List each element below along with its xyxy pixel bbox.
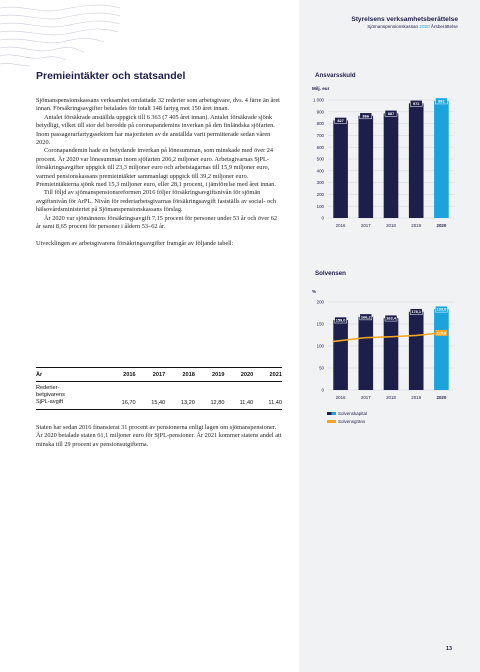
chart-title-solvency: Solvensen bbox=[315, 270, 346, 277]
table-header-cell: 2019 bbox=[195, 368, 225, 382]
y-tick-label: 800 bbox=[316, 121, 324, 127]
y-tick-label: 200 bbox=[316, 299, 324, 305]
x-tick-label: 2017 bbox=[360, 395, 371, 400]
data-label: 972 bbox=[412, 100, 420, 106]
closing-paragraph: Staten har sedan 2016 finansierat 31 procent av pensionerna enligt lagen om sjömanspensioner. År 2020 betalade staten 61,1 miljoner euro för SjPL-pensioner. År 2021 kommer statens andel att minska till 29 procent av pensionsutgifterna. bbox=[36, 424, 282, 448]
x-tick-label: 2016 bbox=[335, 395, 346, 400]
x-tick-label: 2018 bbox=[386, 395, 396, 400]
paragraph: Coronapandemin hade en betydande inverkan på lönesumman, som minskade med över 24 procent. År 2020 var lönesumman inom sjöfarten 206,2 miljoner euro. Arbetsgivarnas SjPL-försäkringsavgifter uppgick till 23,3 miljoner euro och arbetstagarnas till 15,9 miljoner euro, varmed pensionskassans premieintäkter sammanlagt uppgick till 39,2 miljoner euro. Premieintäkterna sjönk med 15,3 miljoner euro, eller 28,1 procent, i jämförelse med året innan. bbox=[36, 147, 276, 189]
paragraph: Utvecklingen av arbetsgivarens försäkringsavgifter framgår av följande tabell: bbox=[36, 239, 234, 247]
y-tick-label: 900 bbox=[316, 109, 324, 115]
bar bbox=[434, 306, 449, 390]
header-subtitle bbox=[351, 24, 458, 29]
y-tick-label: 200 bbox=[316, 192, 324, 197]
liabilities-chart bbox=[306, 92, 460, 232]
header-year: 2020 bbox=[419, 24, 430, 29]
x-tick-label: 2018 bbox=[386, 223, 396, 228]
bar bbox=[333, 317, 348, 390]
table-cell: 15,40 bbox=[136, 382, 166, 410]
paragraph: Sjömanspensionskassans verksamhet omfattade 32 rederier som arbetsgivare, dvs. 4 färre än året innan. Försäkringsavgifter betalades för totalt 148 fartyg mot 150 året innan. bbox=[36, 97, 280, 113]
table-cell: 12,80 bbox=[195, 382, 225, 410]
x-tick-label: 2019 bbox=[411, 223, 422, 228]
chart-unit-solvency: % bbox=[312, 289, 317, 294]
table-row bbox=[36, 382, 282, 410]
bar bbox=[409, 312, 424, 390]
data-label: 827 bbox=[337, 118, 344, 124]
x-tick-label: 2020 bbox=[436, 223, 447, 228]
paragraph: År 2020 var sjömännens försäkringsavgift 7,15 procent för personer under 53 år och över 62 år samt 8,65 procent för personer i åldern 53–62 år. bbox=[36, 214, 278, 231]
table-header-cell: År bbox=[36, 368, 106, 382]
data-label: 163,4 bbox=[386, 315, 396, 321]
table-cell: 16,70 bbox=[106, 382, 136, 410]
legend-swatch-limit bbox=[327, 420, 336, 423]
y-tick-label: 150 bbox=[316, 321, 324, 327]
y-tick-label: 0 bbox=[321, 215, 324, 221]
legend-label: Solvenskapital bbox=[338, 411, 368, 416]
paragraph: Till följd av sjömanspensionsreformen 2016 följer försäkringsavgiftsnivån för sjömän avgiftsnivån för ArPL. Nivån för rederiarbetsgivarnas försäkringsavgift fastställs av social- och hälsovårdsministeriet på Sjömanspensionskassans förslag. bbox=[36, 189, 277, 214]
chart-title-liabilities: Ansvarsskuld bbox=[315, 72, 356, 79]
table-row-label bbox=[36, 382, 106, 410]
bar bbox=[358, 317, 373, 390]
bar bbox=[333, 120, 348, 218]
table-header-cell: 2021 bbox=[253, 368, 282, 382]
y-tick-label: 100 bbox=[316, 343, 324, 349]
table-header-cell: 2020 bbox=[224, 368, 253, 382]
header-org: Sjömanspensionskassan bbox=[367, 24, 419, 29]
bar bbox=[434, 98, 449, 218]
header-doc: Årsberättelse bbox=[430, 24, 458, 29]
table-header-cell: 2016 bbox=[106, 368, 136, 382]
y-tick-label: 600 bbox=[316, 144, 324, 150]
y-tick-label: 400 bbox=[316, 168, 324, 174]
limit-label: 129,8 bbox=[436, 330, 447, 336]
table-cell: 11,40 bbox=[253, 382, 282, 410]
row-label-line: SjPL-avgift bbox=[36, 399, 64, 405]
header-title: Styrelsens verksamhetsberättelse bbox=[351, 16, 458, 23]
y-tick-label: 300 bbox=[316, 180, 324, 186]
table-header-row bbox=[36, 368, 282, 382]
chart-unit-liabilities: Milj. eur bbox=[312, 86, 330, 91]
data-label: 183,8 bbox=[436, 306, 447, 312]
bar bbox=[409, 100, 424, 218]
legend-item bbox=[327, 411, 367, 416]
table-header-cell: 2018 bbox=[165, 368, 195, 382]
table-cell: 11,40 bbox=[224, 382, 253, 410]
y-tick-label: 500 bbox=[316, 156, 324, 162]
legend-label: Solvensgräns bbox=[338, 419, 366, 424]
data-label: 887 bbox=[387, 110, 395, 116]
paragraph: Antalet försäkrade anställda uppgick till 6 363 (7 405 året innan). Antalet försäkrade sjönk betydligt, vilket till stor del berodde på coronapandemins inverkan på den finländska sjöfarten. Inom passagerarfartygssektorn har majoriteten av de anställda varit permitterade sedan våren 2020. bbox=[36, 113, 275, 147]
article-body bbox=[36, 97, 282, 248]
page-number: 13 bbox=[446, 646, 452, 652]
table-cell: 13,20 bbox=[165, 382, 195, 410]
data-label: 159,0 bbox=[335, 317, 346, 323]
page-header bbox=[351, 16, 458, 29]
data-label: 178,1 bbox=[411, 309, 422, 315]
x-tick-label: 2020 bbox=[436, 395, 447, 400]
y-tick-label: 0 bbox=[321, 387, 324, 393]
solvency-legend bbox=[327, 411, 367, 427]
topographic-decoration bbox=[0, 0, 120, 72]
x-tick-label: 2017 bbox=[360, 223, 371, 228]
solvency-chart bbox=[306, 294, 460, 406]
bar bbox=[358, 116, 373, 218]
row-label-line: betgivarens bbox=[36, 392, 65, 398]
table-header-cell: 2017 bbox=[136, 368, 166, 382]
y-tick-label: 1 000 bbox=[313, 97, 324, 103]
row-label-line: Rederier- bbox=[36, 385, 60, 391]
y-tick-label: 100 bbox=[316, 203, 324, 209]
bar bbox=[384, 110, 399, 218]
data-label: 166,2 bbox=[360, 314, 371, 320]
bar bbox=[384, 315, 399, 390]
article-title: Premieintäkter och statsandel bbox=[36, 70, 186, 82]
x-tick-label: 2016 bbox=[335, 223, 346, 228]
legend-item bbox=[327, 419, 367, 424]
legend-swatch-capital bbox=[327, 412, 336, 415]
data-label: 992 bbox=[438, 98, 445, 104]
data-label: 866 bbox=[362, 113, 370, 119]
fee-table bbox=[36, 367, 282, 410]
y-tick-label: 50 bbox=[319, 365, 324, 371]
x-tick-label: 2019 bbox=[411, 395, 422, 400]
y-tick-label: 700 bbox=[316, 133, 324, 138]
